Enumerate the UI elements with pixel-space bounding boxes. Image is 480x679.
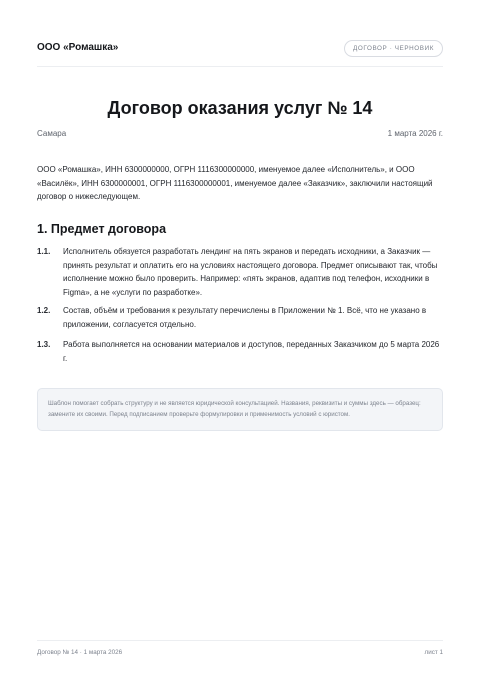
city: Самара bbox=[37, 129, 67, 138]
clause-text: Исполнитель обязуется разработать лендинг на пять экранов и передать исходники, а Заказчик — принять результат и оплатить его на условиях настоящего договора. Предмет описывают так, чтобы исполнение можно было проверить. Например: «пять экранов, адаптив под телефон, исходники в Figma», а не «услуги по разработке». bbox=[63, 247, 438, 297]
clause-number: 1.2. bbox=[37, 306, 51, 315]
status-badge: ДОГОВОР · ЧЕРНОВИК bbox=[344, 40, 443, 57]
section-title: 1. Предмет договора bbox=[37, 222, 167, 236]
footer-document-ref: Договор № 14 · 1 марта 2026 bbox=[37, 649, 123, 656]
document-header bbox=[37, 38, 443, 60]
document-date: 1 марта 2026 г. bbox=[387, 129, 443, 138]
header-divider bbox=[37, 66, 443, 67]
intro-paragraph: ООО «Ромашка», ИНН 6300000000, ОГРН 1116300000000, именуемое далее «Исполнитель», и ООО «Василёк», ИНН 6300000001, ОГРН 1116300000001, именуемое далее «Заказчик», заключили настоящий договор о нижеследующем. bbox=[37, 165, 433, 201]
page-title: Договор оказания услуг № 14 bbox=[107, 98, 373, 118]
company-name: ООО «Ромашка» bbox=[37, 42, 119, 53]
page-number: лист 1 bbox=[424, 649, 443, 656]
clause-number: 1.1. bbox=[37, 247, 51, 256]
disclaimer-text: Шаблон помогает собрать структуру и не является юридической консультацией. Названия, реквизиты и суммы здесь — образец: замените их своими. Перед подписанием проверьте формулировки и применимость условий с юристом. bbox=[48, 400, 421, 418]
disclaimer-note bbox=[37, 388, 443, 431]
clause-text: Состав, объём и требования к результату перечислены в Приложении № 1. Всё, что не указано в приложении, согласуется отдельно. bbox=[63, 306, 427, 329]
clause-number: 1.3. bbox=[37, 340, 51, 349]
clause-text: Работа выполняется на основании материалов и доступов, переданных Заказчиком до 5 марта 2026 г. bbox=[63, 340, 440, 363]
footer-divider bbox=[37, 640, 443, 641]
